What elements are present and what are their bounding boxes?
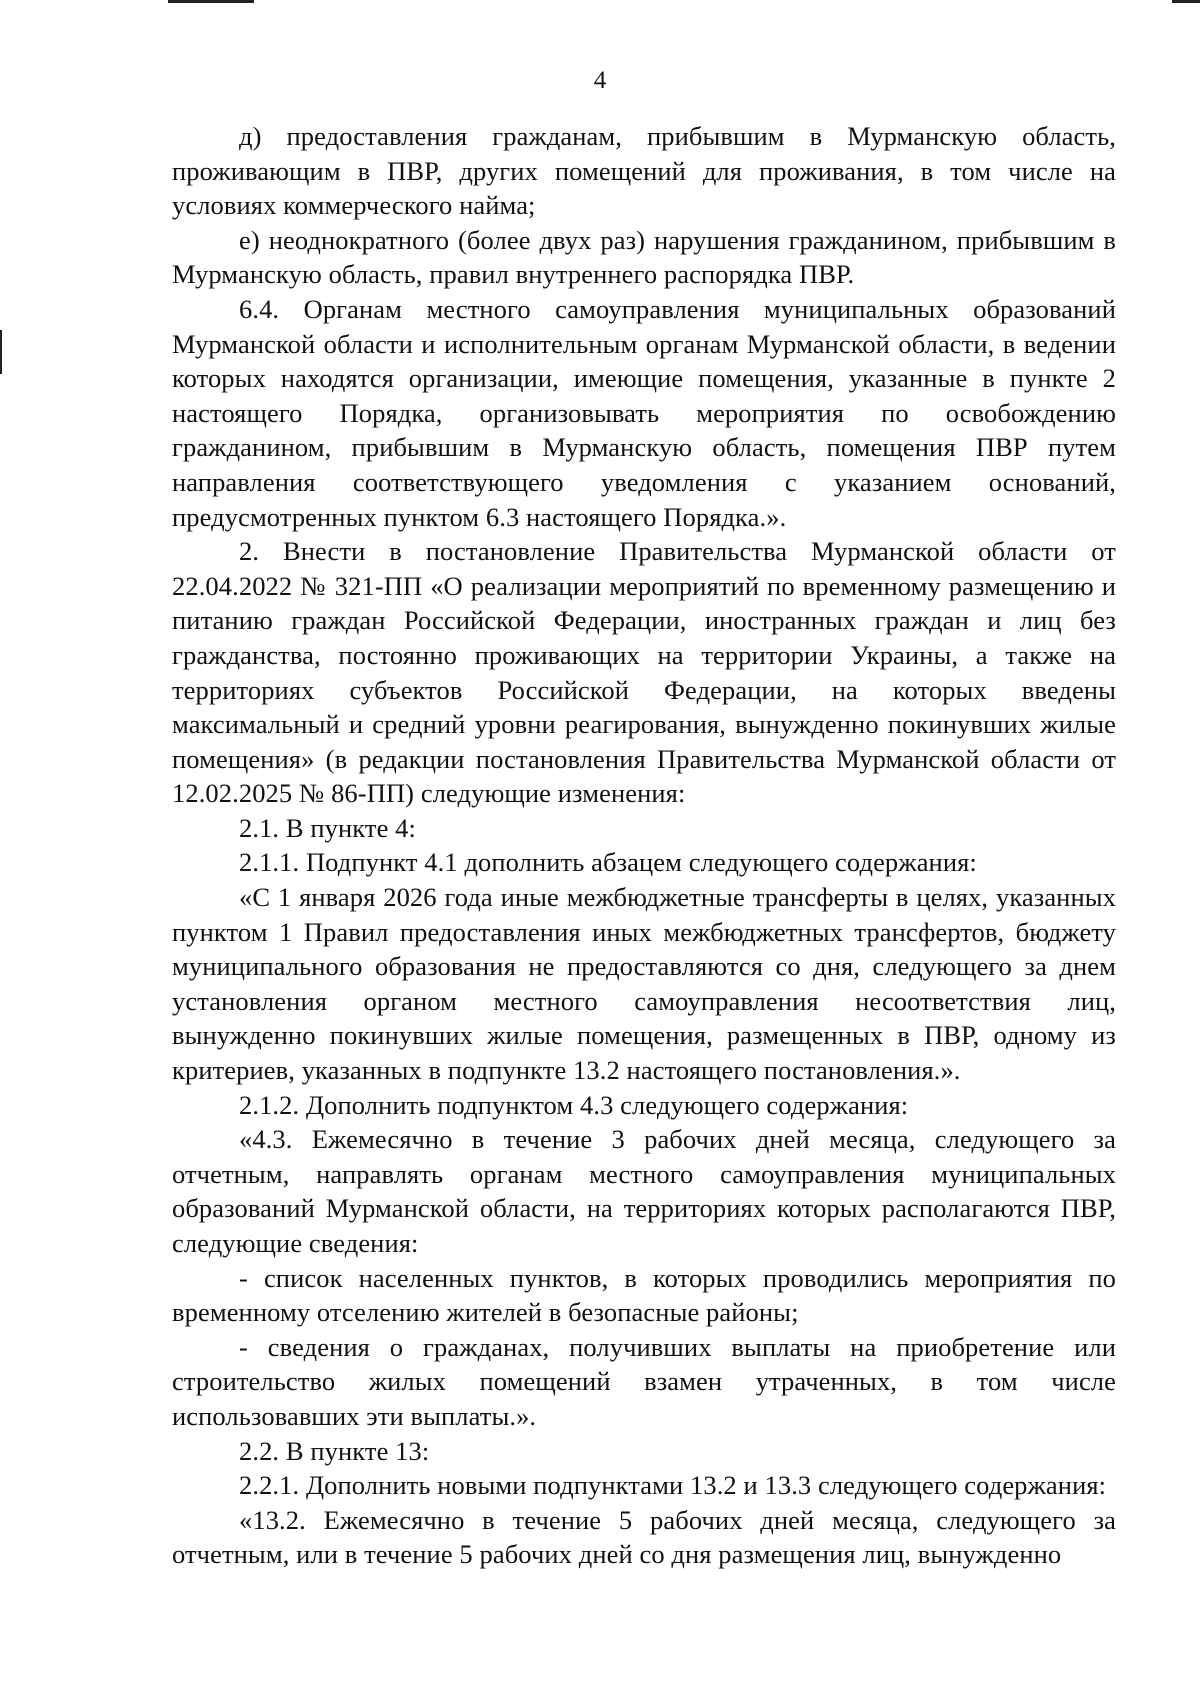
paragraph-6-4: 6.4. Органам местного самоуправления муниципальных образований Мурманской области и исполнительным органам Мурманской области, в ведении которых находятся организации, имеющие помещения, указанные в пункте 2 настоящего Порядка, организовывать мероприятия по освобождению гражданином, прибывшим в Мурманскую область, помещения ПВР путем направления соответствующего уведомления с указанием оснований, предусмотренных пунктом 6.3 настоящего Порядка.». [172, 293, 1116, 532]
paragraph-d-item: д) предоставления гражданам, прибывшим в Мурманскую область, проживающим в ПВР, других помещений для проживания, в том числе на условиях коммерческого найма; [172, 121, 1116, 221]
paragraph-quote-2026: «С 1 января 2026 года иные межбюджетные трансферты в целях, указанных пунктом 1 Правил предоставления иных межбюджетных трансфертов, бюджету муниципального образования не предоставляются со дня, следующего за днем установления органом местного самоуправления несоответствия лиц, вынужденно покинувших жилые помещения, размещенных в ПВР, одному из критериев, указанных в подпункте 13.2 настоящего постановления.». [172, 882, 1116, 1086]
paragraph-quote-13-2: «13.2. Ежемесячно в течение 5 рабочих дней месяца, следующего за отчетным, или в течение 5 рабочих дней со дня размещения лиц, вынужденно [172, 1504, 1116, 1570]
page-number: 4 [593, 67, 607, 94]
paragraph-2-amend: 2. Внести в постановление Правительства Мурманской области от 22.04.2022 № 321-ПП «О реализации мероприятий по временному размещению и питанию граждан Российской Федерации, иностранных граждан и лиц без гражданства, постоянно проживающих на территории Украины, а также на территориях субъектов Российской Федерации, на которых введены максимальный и средний уровни реагирования, вынужденно покинувших жилые помещения» (в редакции постановления Правительства Мурманской области от 12.02.2025 № 86-ПП) следующие изменения: [172, 536, 1116, 809]
paragraph-quote-4-3: «4.3. Ежемесячно в течение 3 рабочих дней месяца, следующего за отчетным, направлять органам местного самоуправления муниципальных образований Мурманской области, на территориях которых располагаются ПВР, следующие сведения: [172, 1124, 1116, 1258]
paragraph-2-1-1: 2.1.1. Подпункт 4.1 дополнить абзацем следующего содержания: [239, 847, 977, 878]
paragraph-2-2: 2.2. В пункте 13: [239, 1435, 430, 1466]
scan-edge-mark-top-left [168, 0, 254, 3]
scan-edge-mark-left [0, 330, 2, 374]
paragraph-2-2-1: 2.2.1. Дополнить новыми подпунктами 13.2 и 13.3 следующего содержания: [239, 1470, 1107, 1501]
paragraph-list-settlements: - список населенных пунктов, в которых проводились мероприятия по временному отселению жителей в безопасные районы; [172, 1262, 1116, 1328]
document-body [172, 119, 1116, 1572]
paragraph-2-1-2: 2.1.2. Дополнить подпунктом 4.3 следующего содержания: [239, 1089, 909, 1120]
scan-edge-mark-top-right [1172, 0, 1200, 3]
paragraph-list-citizens: - сведения о гражданах, получивших выплаты на приобретение или строительство жилых помещений взамен утраченных, в том числе использовавших эти выплаты.». [172, 1331, 1116, 1431]
paragraph-2-1: 2.1. В пункте 4: [239, 812, 416, 843]
paragraph-e-item: е) неоднократного (более двух раз) нарушения гражданином, прибывшим в Мурманскую область, правил внутреннего распорядка ПВР. [172, 224, 1116, 290]
